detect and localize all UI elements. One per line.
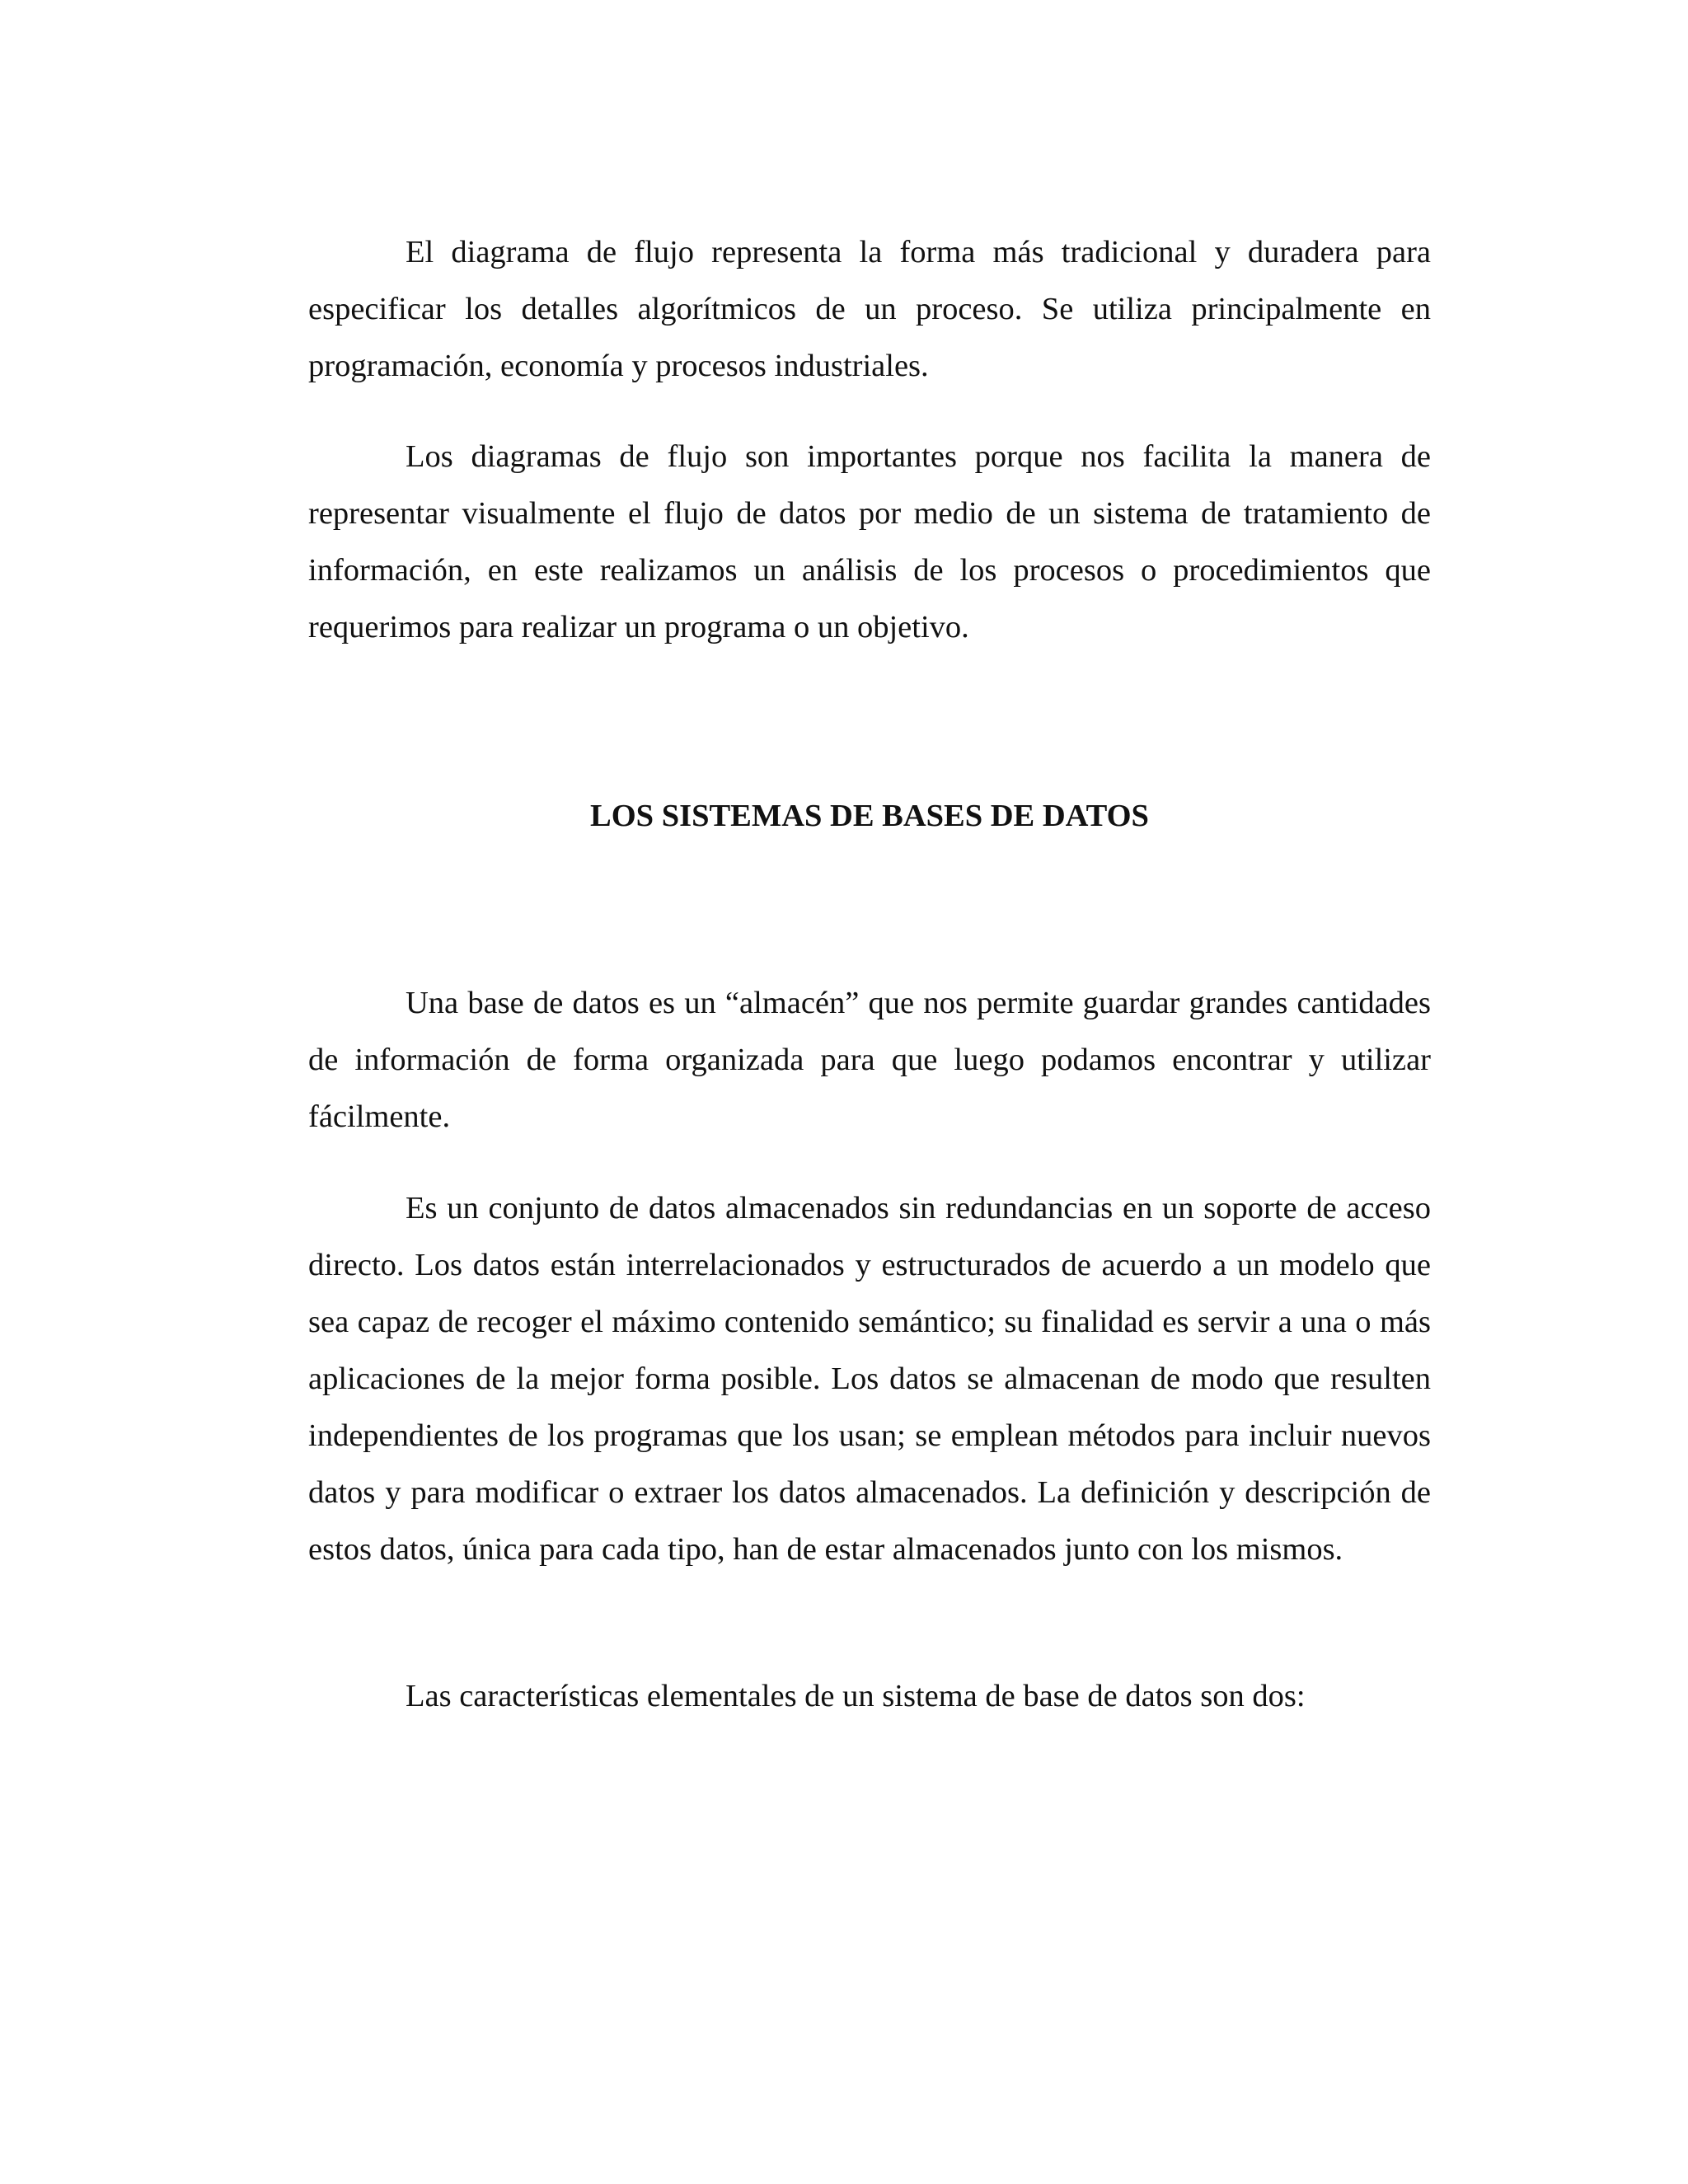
paragraph-text: Es un conjunto de datos almacenados sin redundancias en un soporte de acceso directo. Los datos están interrelacionados y estructurados de acuerdo a un modelo que sea capaz de recoger el máximo contenido semántico; su finalidad es servir a una o más aplicaciones de la mejor forma posible. Los datos se almacenan de modo que resulten independientes de los programas que los usan; se emplean métodos para incluir nuevos datos y para modificar o extraer los datos almacenados. La definición y descripción de estos datos, única para cada tipo, han de estar almacenados junto con los mismos. xyxy=(308,1191,1431,1567)
paragraph-flowchart-importance xyxy=(308,429,1431,656)
paragraph-text: Las características elementales de un sistema de base de datos son dos: xyxy=(406,1679,1306,1713)
paragraph-text: El diagrama de flujo representa la forma más tradicional y duradera para especificar los detalles algorítmicos de un proceso. Se utiliza principalmente en programación, economía y procesos industriales. xyxy=(308,235,1431,383)
paragraph-text: Los diagramas de flujo son importantes porque nos facilita la manera de representar visualmente el flujo de datos por medio de un sistema de tratamiento de información, en este realizamos un análisis de los procesos o procedimientos que requerimos para realizar un programa o un objetivo. xyxy=(308,439,1431,644)
paragraph-text: Una base de datos es un “almacén” que nos permite guardar grandes cantidades de información de forma organizada para que luego podamos encontrar y utilizar fácilmente. xyxy=(308,986,1431,1134)
paragraph-flowchart-definition xyxy=(308,224,1431,395)
paragraph-database-description xyxy=(308,1180,1431,1578)
paragraph-database-characteristics xyxy=(308,1668,1431,1725)
section-heading: LOS SISTEMAS DE BASES DE DATOS xyxy=(590,799,1149,833)
paragraph-database-definition xyxy=(308,975,1431,1146)
